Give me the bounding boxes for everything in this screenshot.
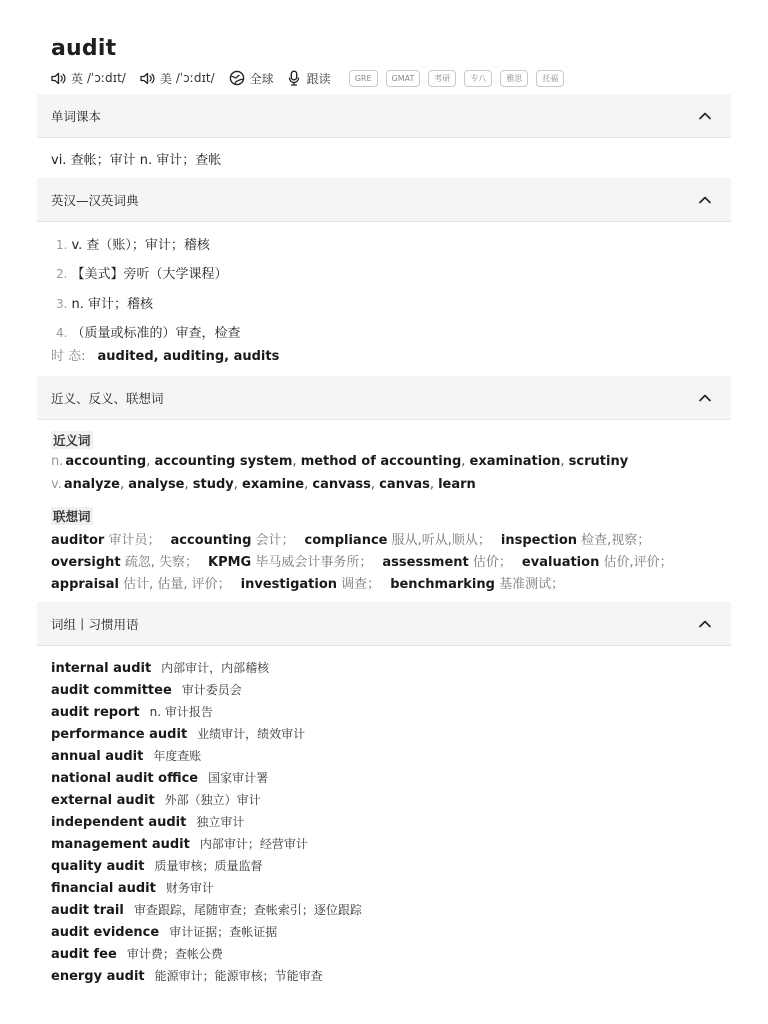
exam-tag: 专八 [464,70,492,87]
association-subhead: 联想词 [53,509,91,524]
association-word[interactable]: assessment [382,555,469,570]
association-word[interactable]: auditor [51,533,105,548]
definition-item [56,322,240,341]
association-word[interactable]: investigation [240,577,338,592]
association-meaning: 会计； [255,533,295,548]
definition-number: 1. [56,238,68,252]
synonym-word[interactable]: analyze [63,477,120,492]
exam-tags [349,70,573,87]
exam-tag: 托福 [536,70,564,87]
exam-tag: 考研 [428,70,456,87]
phrase-item [51,813,244,830]
association-row [51,551,673,570]
phrase-en[interactable]: audit committee [51,683,172,698]
phrase-en[interactable]: quality audit [51,859,145,874]
definition-item [56,293,153,312]
synonym-word[interactable]: canvass [312,477,371,492]
association-meaning: 估计, 估量, 评价； [123,577,231,592]
association-word[interactable]: evaluation [521,555,600,570]
chevron-up-icon [699,112,711,120]
definition-item [56,234,210,253]
phrase-en[interactable]: audit report [51,705,140,720]
pron-uk-ipa: /ˈɔːdɪt/ [87,71,126,85]
association-meaning: 审计员； [108,533,161,548]
definition-text: （质量或标准的）审查，检查 [71,326,241,341]
speaker-icon [140,72,155,85]
phrase-cn: 内部审计；经营审计 [199,837,308,851]
association-word[interactable]: appraisal [51,577,119,592]
phrase-item [51,945,223,962]
phrase-cn: 能源审计；能源审核；节能审查 [154,969,323,983]
phrase-en[interactable]: management audit [51,837,190,852]
synonym-word[interactable]: learn [438,477,476,492]
pron-us[interactable] [140,70,215,87]
association-meaning: 估价； [472,555,512,570]
tense-forms: audited, auditing, audits [97,349,280,364]
synonym-word[interactable]: examine [242,477,305,492]
phrase-cn: 外部（独立）审计 [164,793,261,807]
association-word[interactable]: benchmarking [390,577,495,592]
pron-us-ipa: /ˈɔːdɪt/ [175,71,215,85]
synonym-subhead: 近义词 [53,433,91,448]
synonym-row: n. accounting, accounting system, method of accounting, examination, scrutiny [51,454,629,469]
association-meaning: 疏忽, 失察； [124,555,199,570]
pron-us-region: 美 [159,71,172,86]
follow-read-button[interactable] [288,70,331,87]
speaker-icon [51,72,66,85]
phrase-cn: 财务审计 [165,881,214,895]
definition-number: 3. [56,297,68,311]
definition-number: 2. [56,267,68,281]
tense-row [51,345,279,364]
microphone-icon [288,70,300,86]
phrase-cn: 审计证据；查帐证据 [169,925,278,939]
synonym-word[interactable]: accounting [65,454,147,469]
section-header-dictionary[interactable] [37,178,731,222]
section-header-phrases[interactable] [37,602,731,646]
phrase-item [51,923,277,940]
association-meaning: 服从,听从,顺从； [391,533,491,548]
association-meaning: 调查； [341,577,381,592]
association-meaning: 毕马威会计事务所； [255,555,373,570]
phrase-cn: 年度查账 [153,749,202,763]
word-title: audit [51,36,117,61]
phrase-cn: 审计费；查帐公费 [126,947,223,961]
definition-item [56,263,227,282]
definition-text: v. 查（账）；审计；稽核 [71,238,210,253]
phrase-cn: 国家审计署 [208,771,269,785]
phrase-item [51,857,262,874]
phrase-en[interactable]: national audit office [51,771,199,786]
section-title: 词组丨习惯用语 [51,616,139,632]
tense-label: 时 态: [51,349,86,364]
phrase-cn: 独立审计 [196,815,245,829]
definition-text: 【美式】旁听（大学课程） [71,267,228,282]
synonym-word[interactable]: analyse [128,477,185,492]
section-header-synonyms[interactable] [37,376,731,420]
phrase-item [51,747,201,764]
association-word[interactable]: accounting [170,533,252,548]
association-meaning: 估价,评价； [603,555,673,570]
phrase-cn: 内部审计，内部稽核 [161,661,270,675]
global-label: 全球 [249,71,274,86]
phrase-cn: 质量审核；质量监督 [154,859,263,873]
association-meaning: 基准测试； [499,577,565,592]
association-word[interactable]: inspection [500,533,578,548]
section-title: 近义、反义、联想词 [51,390,164,406]
textbook-definition: vi. 查帐；审计 n. 审计；查帐 [51,153,222,168]
exam-tag: 雅思 [500,70,528,87]
phrase-item [51,835,308,852]
phrase-en[interactable]: annual audit [51,749,144,764]
association-row [51,573,564,592]
phrase-item [51,659,269,676]
phrase-cn: n. 审计报告 [149,705,213,719]
pron-uk[interactable] [51,70,126,87]
synonym-word[interactable]: accounting system [154,454,293,469]
synonym-word[interactable]: scrutiny [568,454,629,469]
phrase-en[interactable]: independent audit [51,815,187,830]
exam-tag: GMAT [386,70,421,87]
phrase-item [51,967,323,984]
chevron-up-icon [699,394,711,402]
phrase-item [51,901,362,918]
phrase-cn: 业绩审计，绩效审计 [197,727,306,741]
phrase-en[interactable]: internal audit [51,661,152,676]
synonym-word[interactable]: study [192,477,234,492]
phrase-en[interactable]: financial audit [51,881,156,896]
association-word[interactable]: KPMG [208,555,252,570]
synonym-row: v. analyze, analyse, study, examine, canvass, canvas, learn [51,477,476,492]
pron-uk-region: 英 [71,71,84,86]
global-button[interactable] [229,70,274,87]
phrase-en[interactable]: audit trail [51,903,124,918]
phrase-item [51,725,305,742]
association-row [51,529,650,548]
phrase-en[interactable]: audit evidence [51,925,160,940]
definition-text: n. 审计；稽核 [71,297,153,312]
phrase-item [51,791,261,808]
pronunciation-row [51,68,572,88]
phrase-item [51,879,214,896]
phrase-cn: 审查跟踪，尾随审查；查帐索引；逐位跟踪 [133,903,362,917]
synonym-word[interactable]: method of accounting [300,454,462,469]
association-word[interactable]: compliance [304,533,388,548]
phrase-item [51,681,242,698]
follow-read-label: 跟读 [306,71,331,86]
chevron-up-icon [699,196,711,204]
synonym-word[interactable]: examination [469,454,561,469]
chevron-up-icon [699,620,711,628]
section-title: 英汉—汉英词典 [51,192,139,208]
phrase-en[interactable]: external audit [51,793,155,808]
definition-number: 4. [56,326,68,340]
part-of-speech: v. [51,477,62,492]
association-word[interactable]: oversight [51,555,121,570]
association-meaning: 检查,视察； [581,533,651,548]
phrase-cn: 审计委员会 [181,683,242,697]
phrase-en[interactable]: performance audit [51,727,188,742]
phrase-item [51,769,268,786]
phrase-en[interactable]: audit fee [51,947,117,962]
section-header-textbook[interactable] [37,94,731,138]
exam-tag: GRE [349,70,378,87]
synonym-word[interactable]: canvas [379,477,430,492]
part-of-speech: n. [51,454,64,469]
phrase-item [51,703,213,720]
phrase-en[interactable]: energy audit [51,969,145,984]
section-title: 单词课本 [51,108,102,124]
globe-icon [229,70,245,86]
